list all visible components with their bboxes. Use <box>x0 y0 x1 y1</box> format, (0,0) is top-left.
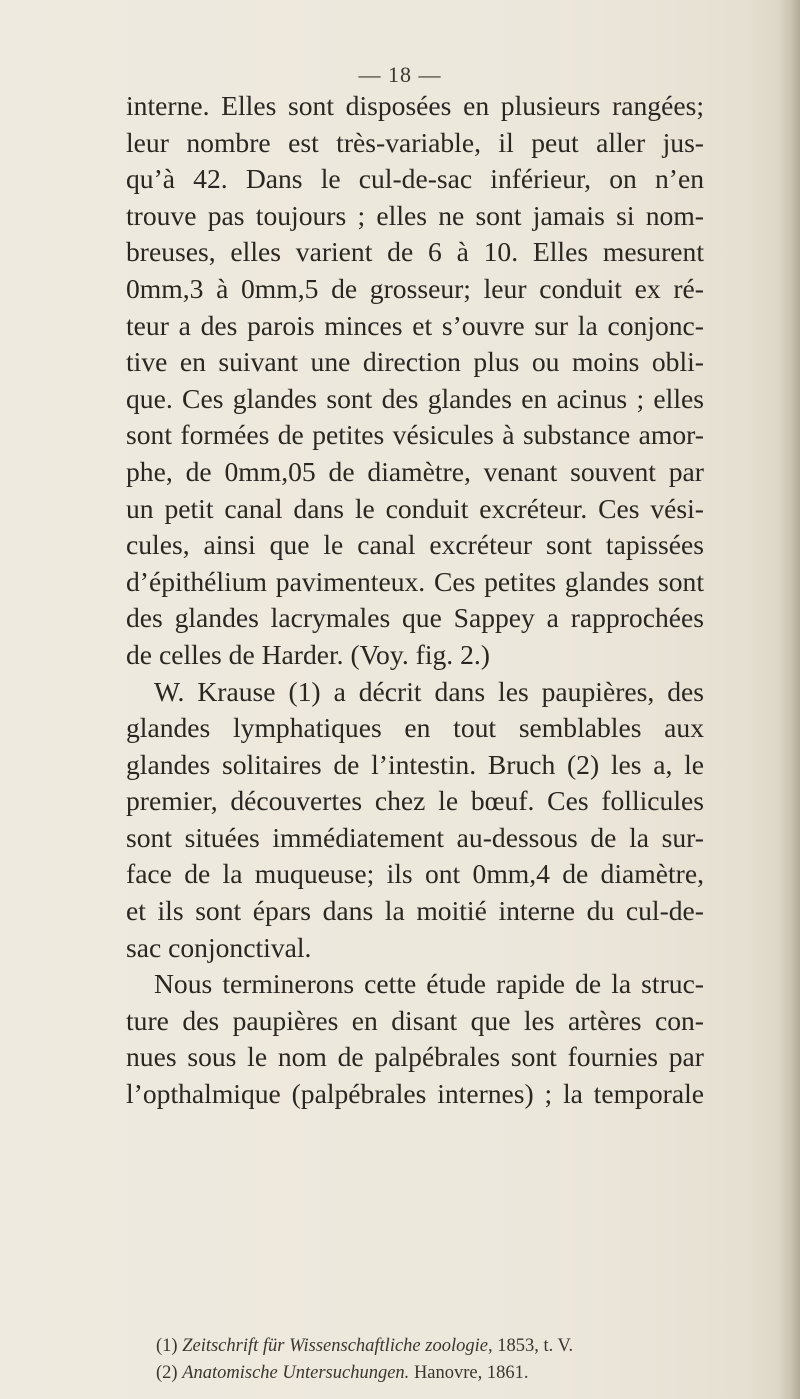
text-line: teur a des parois minces et s’ouvre sur la conjonc- <box>126 309 704 341</box>
text-line: breuses, elles varient de 6 à 10. Elles mesurent <box>126 236 704 268</box>
text-line: premier, découvertes chez le bœuf. Ces follicules <box>126 785 704 817</box>
footnote <box>156 1360 716 1387</box>
text-line: et ils sont épars dans la moitié interne du cul-de- <box>126 895 704 927</box>
page-number: — 18 — <box>358 62 442 87</box>
text-line: interne. Elles sont disposées en plusieurs rangées; <box>126 90 704 121</box>
text-line: de celles de Harder. (Voy. fig. 2.) <box>126 638 490 670</box>
text-line: tive en suivant une direction plus ou moins obli- <box>126 346 704 378</box>
footnote-details: 1853, t. V. <box>492 1336 574 1356</box>
text-line: sont formées de petites vésicules à substance amor- <box>126 419 704 451</box>
text-line: nues sous le nom de palpébrales sont fournies par <box>126 1041 704 1073</box>
text-line: W. Krause (1) a décrit dans les paupières, des <box>154 675 704 707</box>
footnotes <box>156 1333 716 1387</box>
text-line: qu’à 42. Dans le cul-de-sac inférieur, on n’en <box>126 163 704 195</box>
footnote-title: Anatomische Untersuchungen. <box>182 1363 410 1383</box>
text-line: glandes solitaires de l’intestin. Bruch (2) les a, le <box>126 748 704 780</box>
text-line: Nous terminerons cette étude rapide de la struc- <box>154 968 704 1000</box>
footnote-number: (2) <box>156 1363 178 1383</box>
text-line: ture des paupières en disant que les artères con- <box>126 1004 704 1036</box>
footnote-title: Zeitschrift für Wissenschaftliche zoologie, <box>182 1336 493 1356</box>
text-line: phe, de 0mm,05 de diamètre, venant souvent par <box>126 455 704 487</box>
text-line: cules, ainsi que le canal excréteur sont tapissées <box>126 529 704 561</box>
page-edge-shadow <box>778 0 800 1399</box>
text-line: d’épithélium pavimenteux. Ces petites glandes sont <box>126 565 704 597</box>
text-line: des glandes lacrymales que Sappey a rapprochées <box>126 602 704 634</box>
text-line: sont situées immédiatement au-dessous de la sur- <box>126 821 704 853</box>
body-text <box>126 88 704 1113</box>
text-line: leur nombre est très-variable, il peut aller jus- <box>126 126 704 158</box>
footnote <box>156 1333 716 1360</box>
footnote-number: (1) <box>156 1336 178 1356</box>
text-line: 0mm,3 à 0mm,5 de grosseur; leur conduit ex ré- <box>126 272 704 304</box>
text-line: sac conjonctival. <box>126 931 312 963</box>
text-line: que. Ces glandes sont des glandes en acinus ; elles <box>126 382 704 414</box>
footnote-details: Hanovre, 1861. <box>409 1363 529 1383</box>
text-line: trouve pas toujours ; elles ne sont jamais si nom- <box>126 199 704 231</box>
text-line: glandes lymphatiques en tout semblables aux <box>126 712 704 744</box>
text-line: face de la muqueuse; ils ont 0mm,4 de diamètre, <box>126 858 704 890</box>
text-line: l’opthalmique (palpébrales internes) ; la temporale <box>126 1078 704 1110</box>
text-line: un petit canal dans le conduit excréteur. Ces vési- <box>126 492 704 524</box>
